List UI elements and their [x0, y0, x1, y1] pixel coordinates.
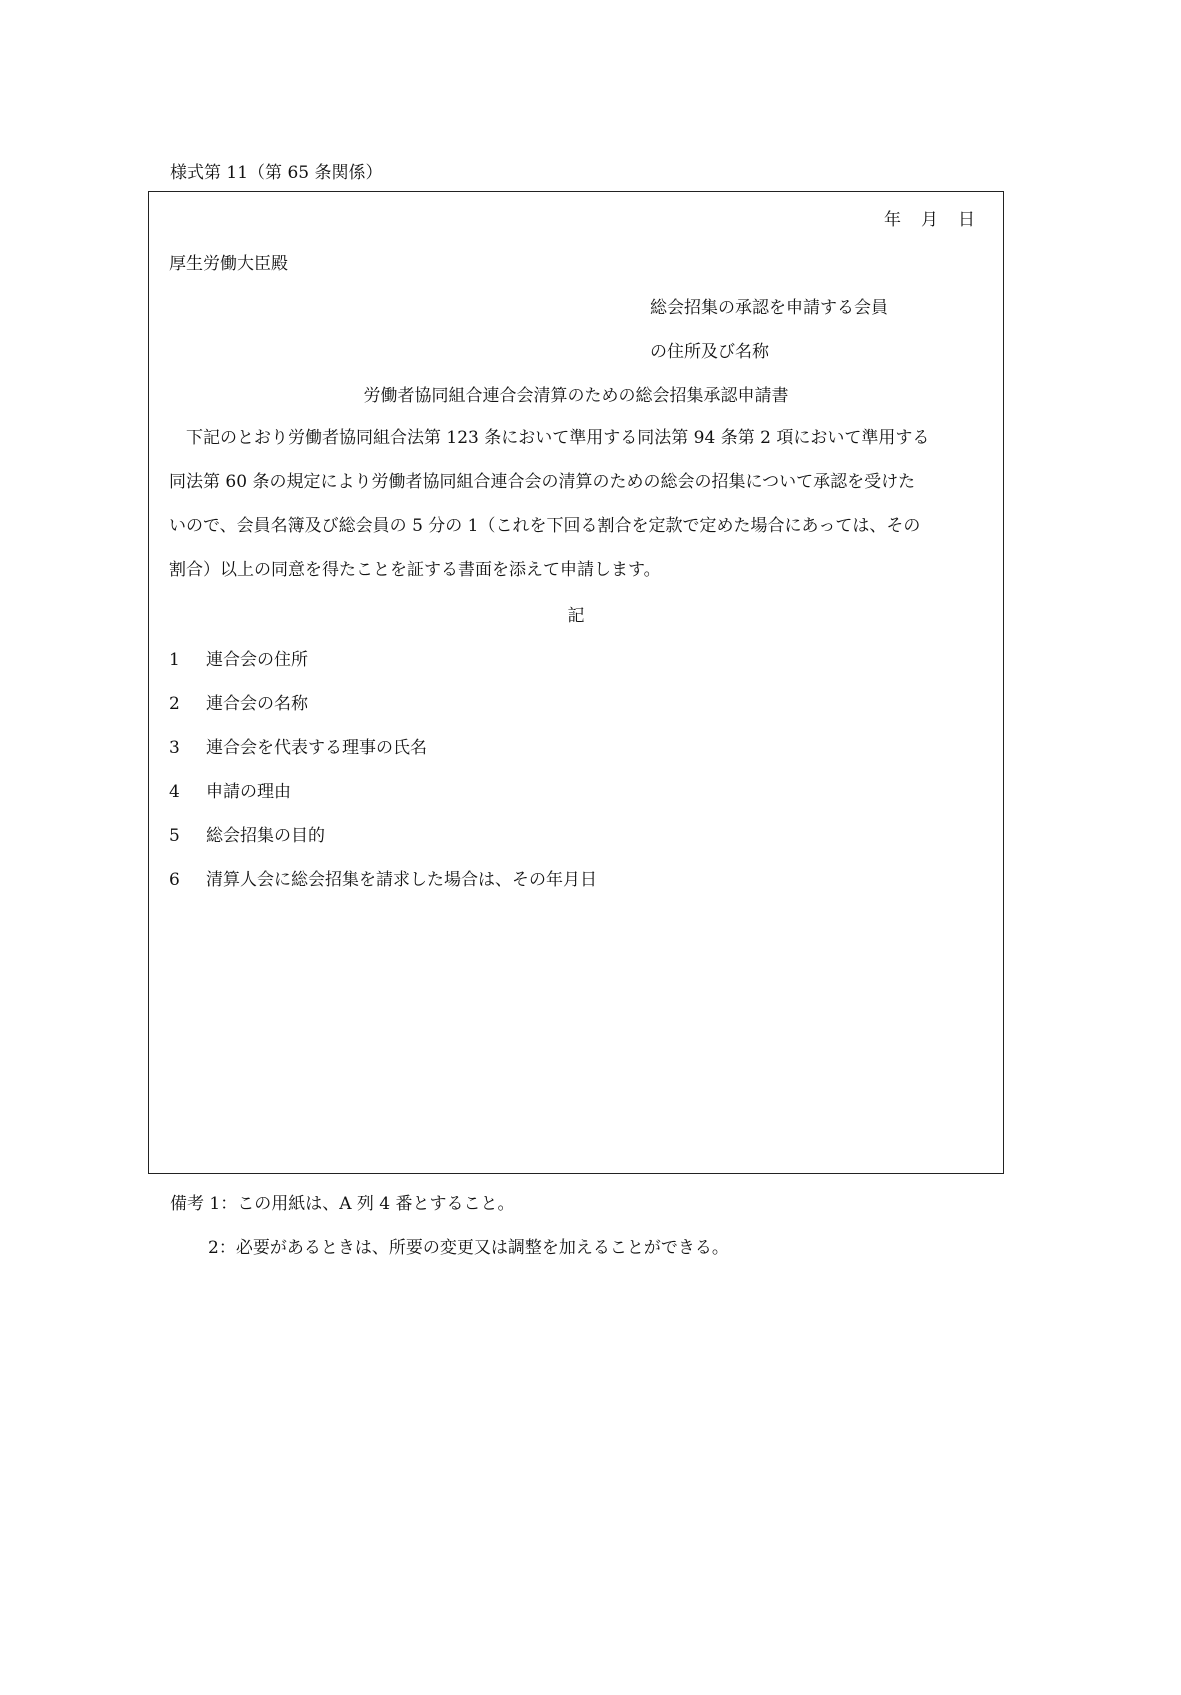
remarks [170, 1182, 729, 1270]
date-year-label: 年 [884, 210, 901, 230]
list-item [169, 649, 308, 671]
item-label: 申請の理由 [206, 782, 291, 802]
list-item [169, 869, 597, 891]
list-item [169, 781, 291, 803]
remark-line: 2：必要があるときは、所要の変更又は調整を加えることができる。 [208, 1238, 729, 1258]
form-frame [148, 191, 1004, 1174]
item-number: 3 [169, 738, 180, 758]
item-label: 清算人会に総会招集を請求した場合は、その年月日 [206, 870, 597, 890]
body-line: 同法第 60 条の規定により労働者協同組合連合会の清算のための総会の招集について承認を受けた [169, 472, 916, 492]
item-number: 2 [169, 694, 180, 714]
list-item [169, 825, 325, 847]
item-number: 4 [169, 782, 180, 802]
body-paragraph [169, 416, 989, 592]
list-item [169, 737, 427, 759]
list-item [169, 693, 308, 715]
item-label: 連合会の住所 [206, 650, 308, 670]
applicant-label-line1: 総会招集の承認を申請する会員 [650, 298, 888, 318]
item-number: 6 [169, 870, 180, 890]
item-number: 5 [169, 826, 180, 846]
applicant-label-line2: の住所及び名称 [650, 342, 769, 362]
item-label: 連合会を代表する理事の氏名 [206, 738, 427, 758]
item-label: 総会招集の目的 [206, 826, 325, 846]
form-number: 様式第 11（第 65 条関係） [170, 163, 383, 183]
body-line: 下記のとおり労働者協同組合法第 123 条において準用する同法第 94 条第 2 項において準用する [186, 428, 930, 448]
body-line: 割合）以上の同意を得たことを証する書面を添えて申請します。 [169, 560, 661, 580]
date-month-label: 月 [921, 210, 938, 230]
date-line [864, 209, 975, 231]
item-label: 連合会の名称 [206, 694, 308, 714]
document-title: 労働者協同組合連合会清算のための総会招集承認申請書 [363, 386, 789, 406]
ki-heading: 記 [567, 606, 585, 626]
remark-line: 備考 1：この用紙は、A 列 4 番とすること。 [170, 1194, 515, 1214]
addressee: 厚生労働大臣殿 [169, 254, 288, 274]
item-number: 1 [169, 650, 180, 670]
date-day-label: 日 [958, 210, 975, 230]
body-line: いので、会員名簿及び総会員の 5 分の 1（これを下回る割合を定款で定めた場合にあっては、その [169, 516, 921, 536]
